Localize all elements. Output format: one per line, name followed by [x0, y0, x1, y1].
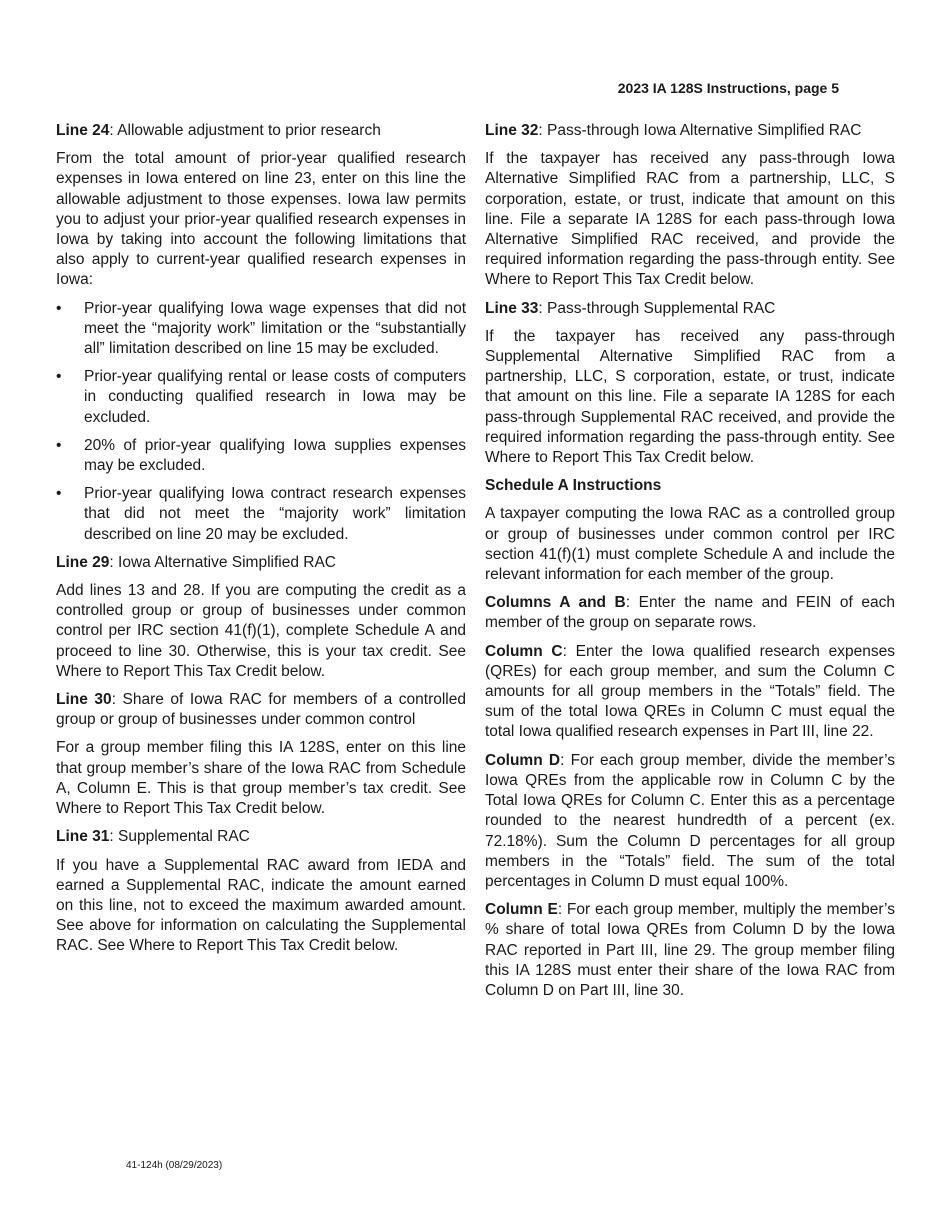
line-33-body: If the taxpayer has received any pass-through Supplemental Alternative Simplified RAC from a partnership, LLC, S corporation, estate, or trust, indicate that amount on this line. File a separate IA 128S for each pass-through Supplemental RAC received, and provide the required information regarding the pass-through entity. See Where to Report This Tax Credit below. [485, 327, 895, 467]
line-32-body: If the taxpayer has received any pass-through Iowa Alternative Simplified RAC from a partnership, LLC, S corporation, estate, or trust, indicate that amount on this line. File a separate IA 128S for each pass-through Iowa Alternative Simplified RAC received, and provide the required information regarding the pass-through entity. See Where to Report This Tax Credit below. [485, 150, 895, 289]
line-32-label: Line 32 [485, 122, 539, 139]
line-31-title: : Supplemental RAC [109, 828, 250, 846]
columns-a-b-body: : Enter the name and FEIN of each member of the group on separate rows. [485, 594, 895, 632]
schedule-a-body: A taxpayer computing the Iowa RAC as a controlled group or group of businesses under common control per IRC section 41(f)(1) must complete Schedule A and include the relevant information for each member of the group. [485, 505, 895, 584]
schedule-a-title: Schedule A Instructions [485, 477, 662, 495]
line-31-body: If you have a Supplemental RAC award from IEDA and earned a Supplemental RAC, indicate the amount earned on this line, not to exceed the maximum awarded amount. See above for information on calculating the Supplemental RAC. See Where to Report This Tax Credit below. [56, 856, 466, 955]
line-29-body: Add lines 13 and 28. If you are computing the credit as a controlled group or group of businesses under common control per IRC section 41(f)(1), complete Schedule A and proceed to line 30. Otherwise, this is your tax credit. See Where to Report This Tax Credit below. [56, 582, 466, 680]
columns-a-b-paragraph [485, 593, 895, 633]
line-24-bullet-list [56, 299, 466, 545]
column-c-body: : Enter the Iowa qualified research expenses (QREs) for each group member, and sum the Column C amounts for all group members in the “Totals” field. The sum of the total Iowa QREs in Column C must equal the total Iowa qualified research expenses in Part III, line 22. [485, 642, 895, 741]
line-29-label: Line 29 [56, 553, 110, 571]
column-c-paragraph [485, 642, 895, 743]
column-d-paragraph [485, 751, 895, 892]
line-29-heading [56, 553, 466, 573]
line-31-label: Line 31 [56, 828, 110, 846]
line-32-title: : Pass-through Iowa Alternative Simplified RAC [538, 122, 862, 139]
line-24-label: Line 24 [56, 122, 110, 139]
line-33-heading [485, 299, 895, 319]
line-32-heading [485, 121, 895, 141]
line-30-label: Line 30 [56, 691, 112, 709]
bullet-icon: • [56, 436, 62, 454]
line-31-heading [56, 827, 466, 847]
line-24-intro: From the total amount of prior-year qualified research expenses in Iowa entered on line 23, enter on this line the allowable adjustment to those expenses. Iowa law permits you to adjust your prior-year qualified research expenses in Iowa by taking into account the following limitations that also apply to current-year qualified research expenses in Iowa: [56, 150, 466, 289]
page-header: 2023 IA 128S Instructions, page 5 [617, 80, 839, 96]
columns-a-b-label: Columns A and B [485, 594, 626, 612]
column-c-label: Column C [485, 642, 563, 660]
line-29-title: : Iowa Alternative Simplified RAC [109, 553, 336, 571]
bullet-item: • 20% of prior-year qualifying Iowa supplies expenses may be excluded. [56, 436, 466, 475]
line-33-title: : Pass-through Supplemental RAC [538, 299, 776, 317]
column-d-body: : For each group member, divide the member’s Iowa QREs from the applicable row in Column C by the Total Iowa QREs for Column C. Enter this as a percentage rounded to the nearest hundredth of a percent (ex. 72.18%). Sum the Column D percentages for all group members in the “Totals” field. The sum of the total percentages in Column D must equal 100%. [485, 751, 896, 890]
right-column [485, 121, 895, 1009]
bullet-icon: • [56, 368, 62, 386]
bullet-icon: • [56, 299, 62, 317]
line-24-title: : Allowable adjustment to prior research [109, 122, 381, 139]
bullet-icon: • [56, 485, 62, 503]
line-30-heading [56, 690, 466, 730]
line-30-title: : Share of Iowa RAC for members of a controlled group or group of businesses under common control [56, 691, 466, 729]
bullet-item: • Prior-year qualifying Iowa contract research expenses that did not meet the “majority work” limitation described on line 20 may be excluded. [56, 485, 466, 543]
column-e-paragraph [485, 900, 895, 1001]
column-e-body: : For each group member, multiply the member’s % share of total Iowa QREs from Column D by the Iowa RAC reported in Part III, line 29. The group member filing this IA 128S must enter their share of the Iowa RAC from Column D on Part III, line 30. [485, 901, 895, 999]
form-code-footer: 41-124h (08/29/2023) [126, 1160, 223, 1171]
line-30-body: For a group member filing this IA 128S, enter on this line that group member’s share of the Iowa RAC from Schedule A, Column E. This is that group member’s tax credit. See Where to Report This Tax Credit below. [56, 739, 466, 818]
column-e-label: Column E [485, 901, 558, 919]
bullet-item: • Prior-year qualifying Iowa wage expenses that did not meet the “majority work” limitation or the “substantially all” limitation described on line 15 may be excluded. [56, 299, 466, 358]
column-d-label: Column D [485, 751, 561, 769]
bullet-item: • Prior-year qualifying rental or lease costs of computers in conducting qualified research in Iowa may be excluded. [56, 368, 466, 426]
line-33-label: Line 33 [485, 299, 539, 317]
line-24-heading [56, 121, 466, 141]
left-column [56, 121, 466, 965]
